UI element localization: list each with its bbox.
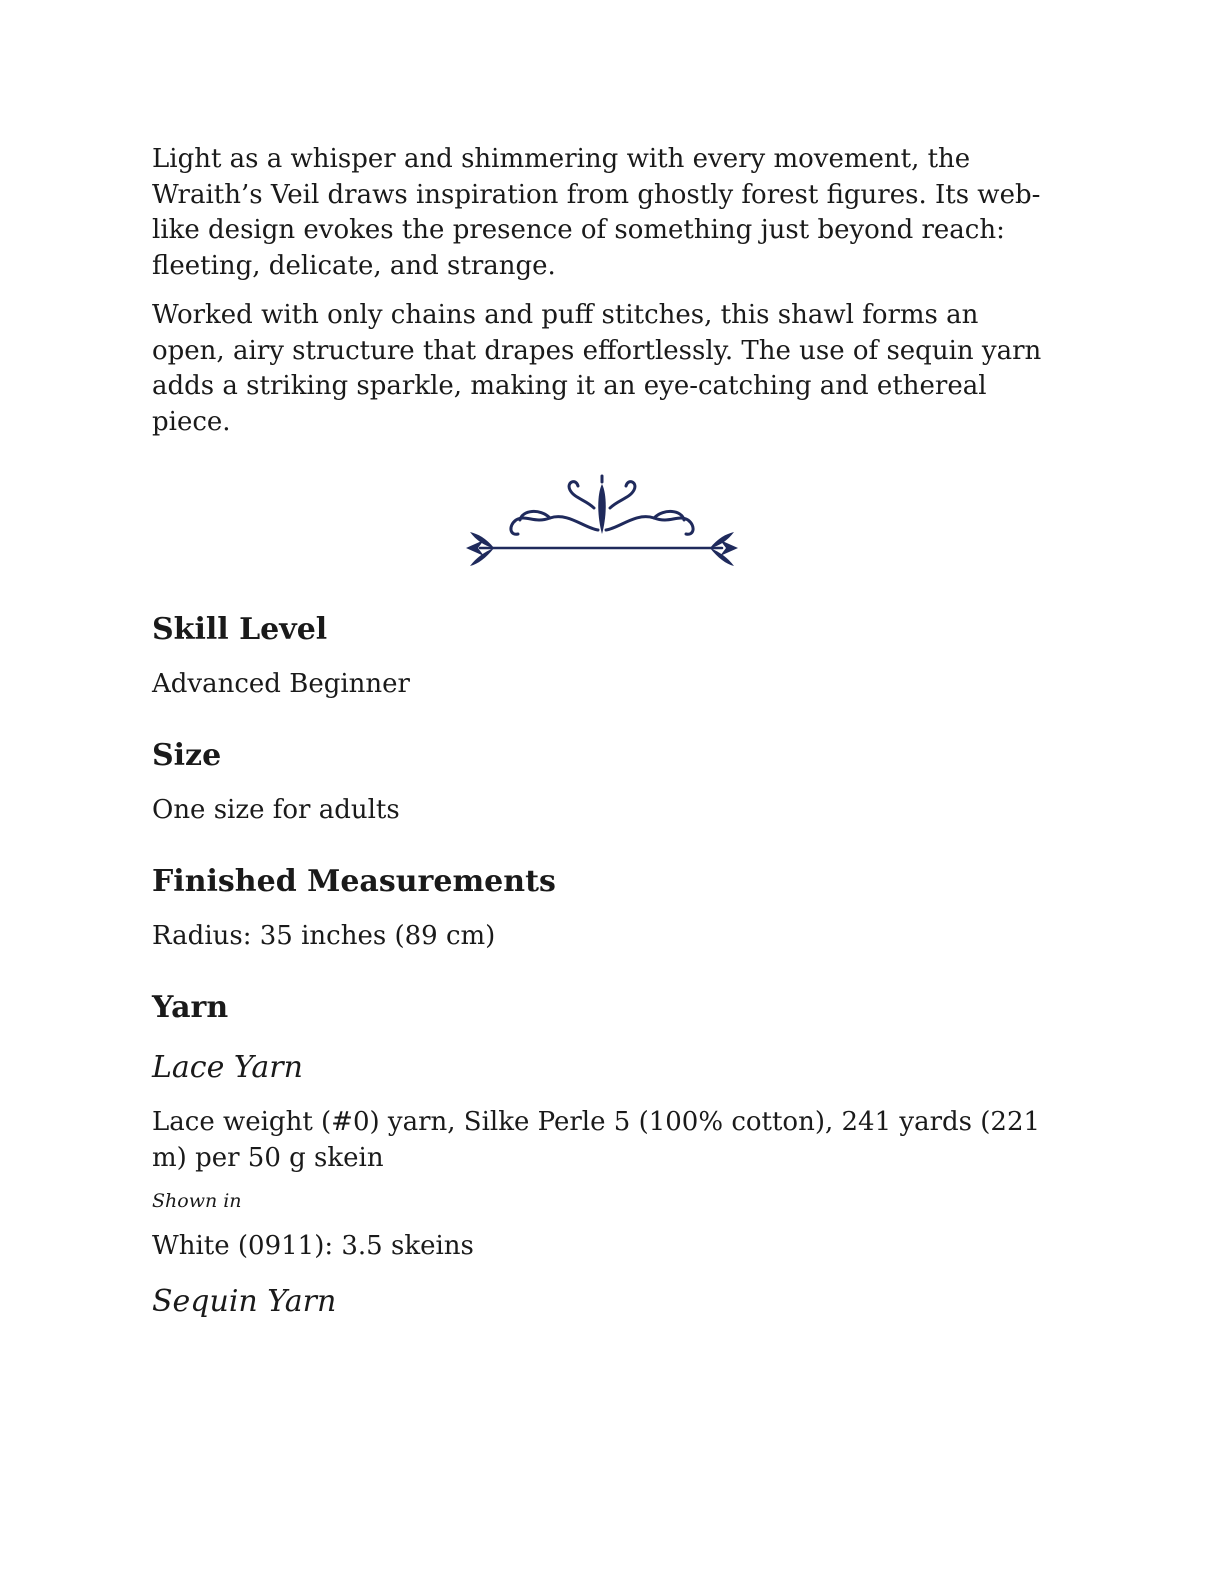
yarn-heading: Yarn: [152, 990, 229, 1025]
intro-paragraph-1: Light as a whisper and shimmering with every movement, the Wraith’s Veil draws inspiration from ghostly forest figures. Its web-like design evokes the presence of something just beyond reach: fleeting, delicate, and strange.: [152, 144, 1041, 281]
lace-yarn-title: Lace Yarn: [152, 1050, 303, 1085]
scroll-flourish-icon: [464, 468, 740, 572]
size-section: [152, 736, 1052, 828]
size-value: One size for adults: [152, 795, 400, 825]
sequin-yarn-title: Sequin Yarn: [152, 1284, 337, 1319]
size-heading: Size: [152, 738, 222, 773]
intro: [152, 142, 1052, 440]
yarn-section: [152, 988, 1052, 1322]
measurements-heading: Finished Measurements: [152, 864, 556, 899]
skill-level-value: Advanced Beginner: [152, 669, 410, 699]
lace-yarn-color: White (0911): 3.5 skeins: [152, 1231, 474, 1261]
intro-paragraph-2: Worked with only chains and puff stitches, this shawl forms an open, airy structure that drapes effortlessly. The use of sequin yarn adds a striking sparkle, making it an eye-catching and ethereal piece.: [152, 300, 1042, 437]
shown-in-label: Shown in: [152, 1190, 242, 1212]
measurements-value: Radius: 35 inches (89 cm): [152, 921, 496, 951]
skill-level-heading: Skill Level: [152, 612, 328, 647]
lace-yarn-description: Lace weight (#0) yarn, Silke Perle 5 (100% cotton), 241 yards (221 m) per 50 g skein: [152, 1107, 1041, 1173]
measurements-section: [152, 862, 1052, 954]
pattern-page: [152, 142, 1052, 1322]
skill-level-section: [152, 610, 1052, 702]
